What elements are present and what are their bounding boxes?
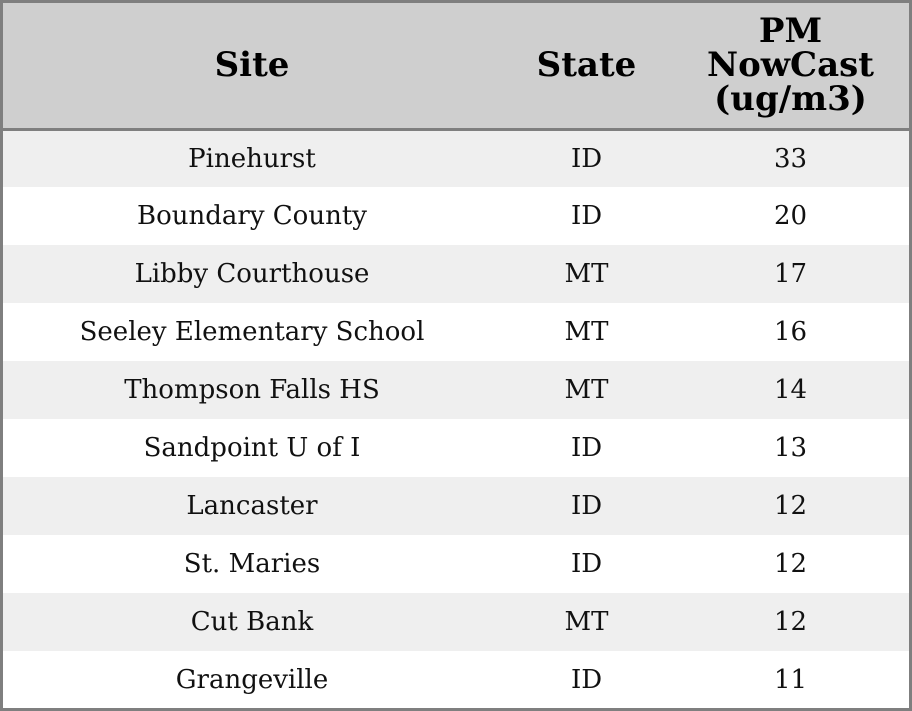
table-row — [3, 187, 909, 245]
cell-site: Libby Courthouse — [134, 259, 370, 289]
cell-pm: 13 — [773, 433, 808, 463]
column-header-site: Site — [3, 3, 501, 129]
cell-state: ID — [570, 665, 603, 695]
cell-site: Lancaster — [186, 491, 318, 521]
table-row — [3, 593, 909, 651]
cell-pm: 12 — [773, 491, 808, 521]
column-header-pm-line-3: (ug/m3) — [714, 79, 867, 120]
cell-site: St. Maries — [183, 549, 321, 579]
cell-site: Pinehurst — [188, 143, 316, 174]
cell-state: MT — [564, 259, 609, 289]
table-row — [3, 303, 909, 361]
cell-pm: 12 — [773, 607, 808, 637]
table-row — [3, 651, 909, 709]
table-row — [3, 535, 909, 593]
column-header-pm-line-1: PM — [758, 11, 823, 52]
table-row — [3, 245, 909, 303]
column-header-pm-line-2: NowCast — [707, 45, 874, 86]
pm-nowcast-table — [3, 3, 909, 709]
table-header-row — [3, 3, 909, 129]
cell-site: Thompson Falls HS — [124, 375, 380, 405]
cell-site: Boundary County — [137, 201, 367, 231]
cell-state: ID — [570, 433, 603, 463]
cell-state: MT — [564, 317, 609, 347]
cell-state: ID — [570, 549, 603, 579]
cell-site: Seeley Elementary School — [79, 317, 425, 347]
cell-state: ID — [570, 491, 603, 521]
column-header-pm — [672, 3, 909, 129]
cell-pm: 11 — [773, 665, 808, 695]
cell-pm: 20 — [773, 201, 808, 231]
table-body — [3, 129, 909, 709]
table-row — [3, 477, 909, 535]
cell-pm: 14 — [773, 375, 808, 405]
cell-pm: 16 — [773, 317, 808, 347]
cell-state: ID — [570, 201, 603, 231]
cell-state: MT — [564, 607, 609, 637]
cell-site: Grangeville — [175, 665, 329, 695]
table-row — [3, 361, 909, 419]
cell-site: Cut Bank — [190, 607, 314, 637]
cell-site: Sandpoint U of I — [143, 433, 361, 463]
table-row — [3, 129, 909, 187]
cell-pm: 17 — [773, 259, 808, 289]
cell-state: ID — [570, 143, 603, 174]
cell-pm: 33 — [773, 143, 808, 174]
cell-pm: 12 — [773, 549, 808, 579]
table-row — [3, 419, 909, 477]
column-header-state: State — [501, 3, 672, 129]
cell-state: MT — [564, 375, 609, 405]
